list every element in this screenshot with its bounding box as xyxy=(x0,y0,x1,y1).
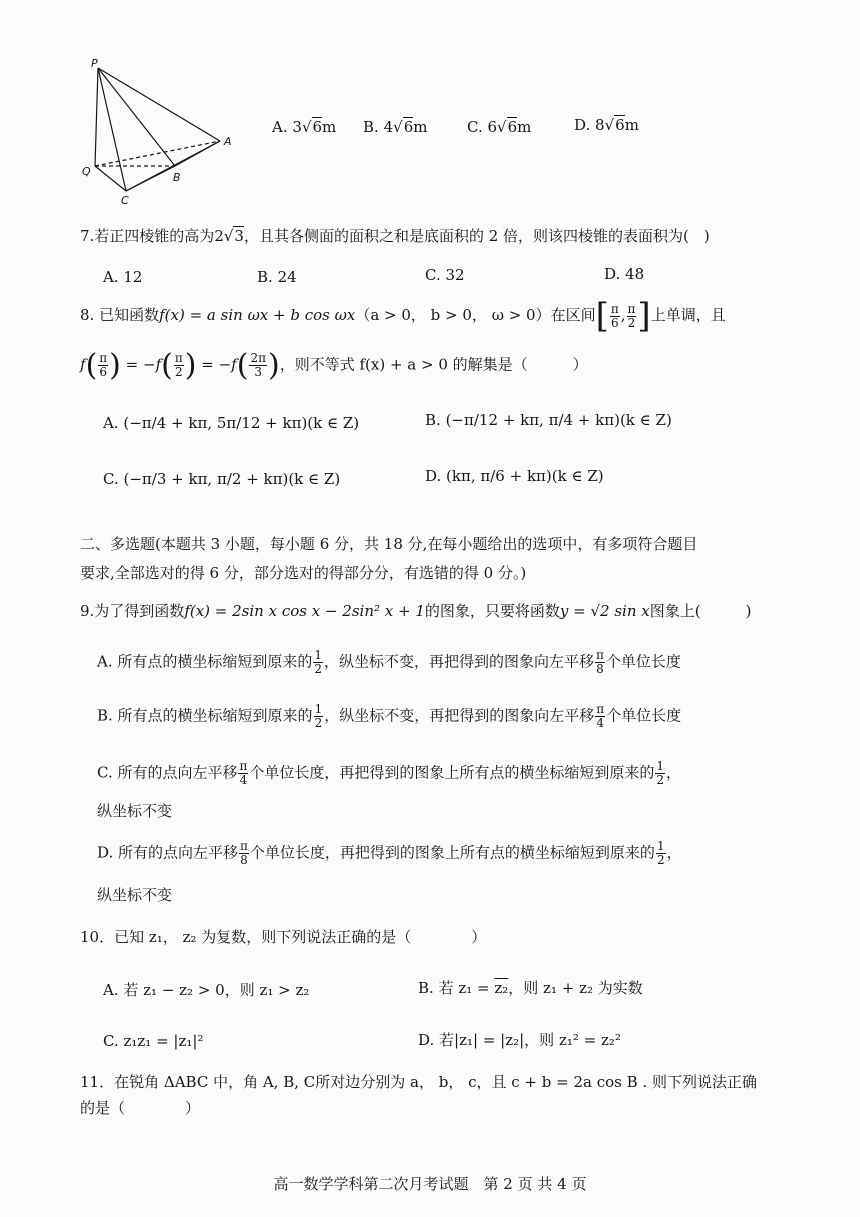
q11-stem-line2: 的是（ ） xyxy=(80,1099,201,1117)
q9-option-c-line2: 纵坐标不变 xyxy=(97,802,173,820)
label-q: Q xyxy=(82,165,91,178)
q7-option-a: A. 12 xyxy=(103,268,143,286)
q10-option-b: B. 若 z₁ = z₂，则 z₁ + z₂ 为实数 xyxy=(418,979,643,997)
q8-option-b: B. (−π/12 + kπ, π/4 + kπ)(k ∈ Z) xyxy=(425,411,672,429)
q9-option-a: A. 所有点的横坐标缩短到原来的 $\frac{1}{2}$ ，纵坐标不变，再把得到的图象向左平移 $\frac{\pi}{8}$ 个单位长度 xyxy=(97,648,681,676)
q10-option-d: D. 若|z₁| = |z₂|，则 z₁² = z₂² xyxy=(418,1031,621,1049)
q10-option-a: A. 若 z₁ − z₂ > 0，则 z₁ > z₂ xyxy=(103,981,310,999)
q7-option-b: B. 24 xyxy=(257,268,297,286)
q8-option-c: C. (−π/3 + kπ, π/2 + kπ)(k ∈ Z) xyxy=(103,470,341,488)
q9-option-d: D. 所有的点向左平移 $\frac{\pi}{8}$ 个单位长度，再把得到的图象上所有点的横坐标缩短到原来的 $\frac{1}{2}$ ， xyxy=(97,839,682,867)
label-c: C xyxy=(121,194,129,207)
q8-stem-line2: f( $\frac{\pi}{6}$ ) = −f( $\frac{\pi}{2}$ ) = −f( $\frac{2\pi}{3}$ )，则不等式 f(x) + a > 0 的解集是（ ） xyxy=(80,348,588,383)
page-footer: 高一数学学科第二次月考试题 第 2 页 共 4 页 xyxy=(273,1175,587,1193)
q9-option-d-line2: 纵坐标不变 xyxy=(97,886,173,904)
q6-option-b: B. 4√6m xyxy=(363,118,428,136)
q6-option-d: D. 8√6m xyxy=(574,116,639,134)
q10-option-c: C. z₁z₁ = |z₁|² xyxy=(103,1032,204,1050)
q8-stem-line1: 8. 已知函数f(x) = a sin ωx + b cos ωx（a > 0， b > 0， ω > 0）在区间[ $\frac{\pi}{6}$ , $\frac{\pi}{2}$ ]上单调，且 xyxy=(80,296,726,336)
q7-option-d: D. 48 xyxy=(604,265,645,283)
q8-option-a: A. (−π/4 + kπ, 5π/12 + kπ)(k ∈ Z) xyxy=(103,414,360,432)
section2-line2: 要求,全部选对的得 6 分，部分选对的得部分分，有选错的得 0 分。) xyxy=(80,564,527,582)
q9-stem: 9.为了得到函数f(x) = 2sin x cos x − 2sin² x + 1的图象，只要将函数y = √2 sin x图象上( ) xyxy=(80,602,752,620)
q9-option-b: B. 所有点的横坐标缩短到原来的 $\frac{1}{2}$ ，纵坐标不变，再把得到的图象向左平移 $\frac{\pi}{4}$ 个单位长度 xyxy=(97,702,682,730)
q11-stem-line1: 11．在锐角 ΔABC 中，角 A, B, C所对边分别为 a， b， c，且 c + b = 2a cos B . 则下列说法正确 xyxy=(80,1073,757,1091)
section2-line1: 二、多选题(本题共 3 小题，每小题 6 分，共 18 分,在每小题给出的选项中，有多项符合题目 xyxy=(80,535,698,553)
label-b: B xyxy=(173,171,181,184)
label-p: P xyxy=(91,58,98,70)
q6-option-c: C. 6√6m xyxy=(467,118,532,136)
q9-option-c: C. 所有的点向左平移 $\frac{\pi}{4}$ 个单位长度，再把得到的图象上所有点的横坐标缩短到原来的 $\frac{1}{2}$ ， xyxy=(97,759,682,787)
q10-stem: 10．已知 z₁， z₂ 为复数，则下列说法正确的是（ ） xyxy=(80,928,487,946)
q7-stem: 7.若正四棱锥的高为2√3，且其各侧面的面积之和是底面积的 2 倍，则该四棱锥的表面积为( ) xyxy=(80,227,710,245)
pyramid-figure xyxy=(78,58,248,208)
q8-option-d: D. (kπ, π/6 + kπ)(k ∈ Z) xyxy=(425,467,604,485)
q7-option-c: C. 32 xyxy=(425,266,465,284)
q6-option-a: A. 3√6m xyxy=(272,118,337,136)
label-a: A xyxy=(224,135,232,148)
